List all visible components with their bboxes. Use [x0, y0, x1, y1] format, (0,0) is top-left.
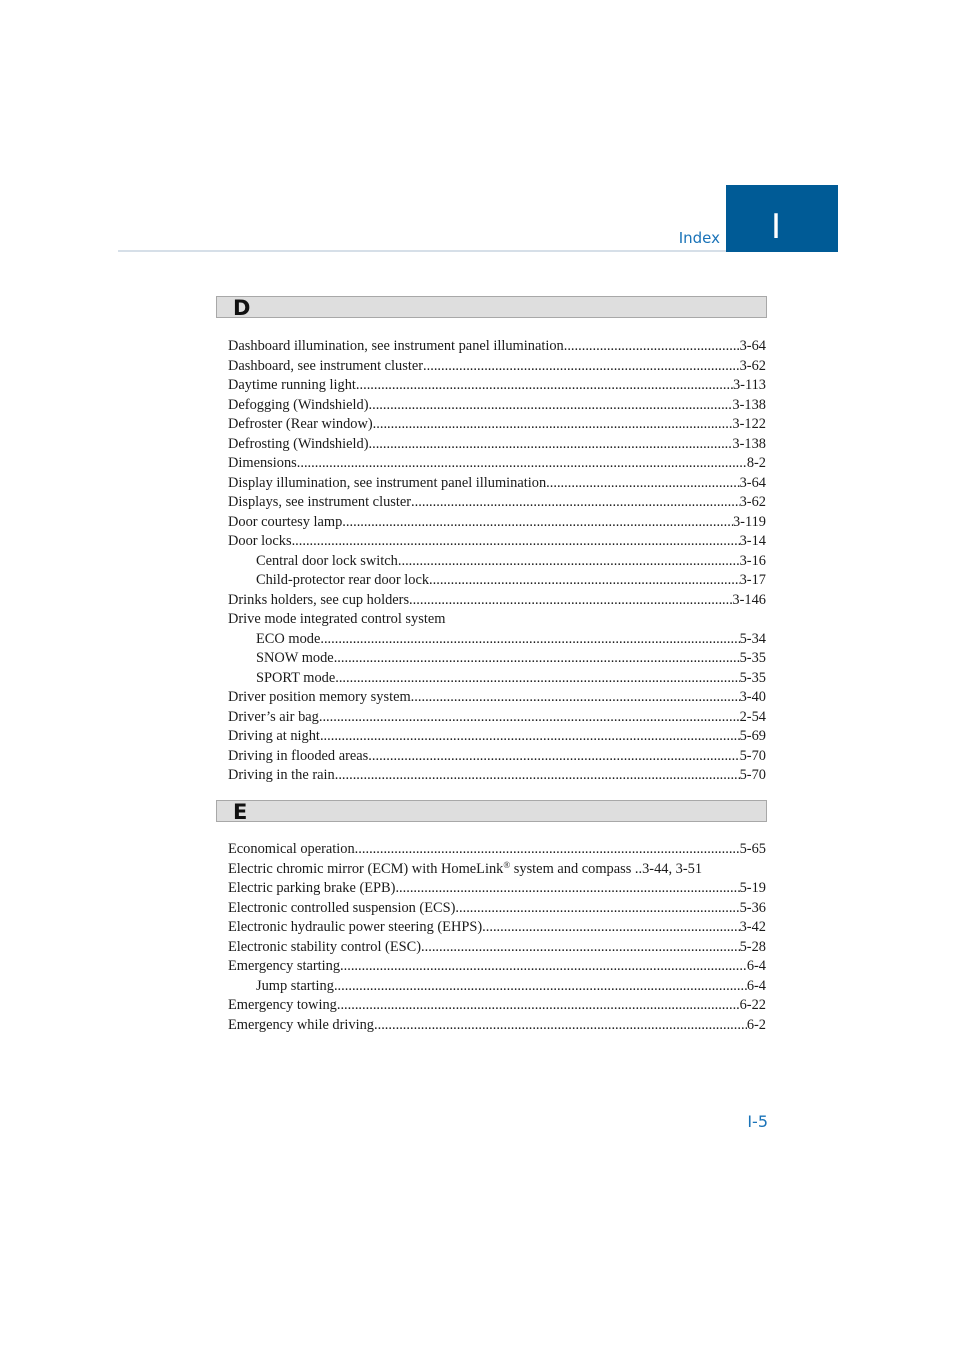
entry-term-text: Dashboard illumination, see instrument panel illumination — [228, 338, 564, 354]
entry-page-ref: 3-16 — [739, 552, 766, 569]
entry-page-ref: 3-40 — [739, 689, 766, 705]
section-header-e — [216, 800, 767, 822]
entry-page-ref: 6-2 — [746, 1016, 766, 1033]
entry-term-text: Display illumination, see instrument panel illumination — [228, 474, 547, 491]
entry-term-text: Dimensions — [228, 455, 297, 471]
index-entry — [228, 337, 766, 357]
entry-page-ref: 6-22 — [739, 997, 766, 1013]
index-entry — [228, 376, 766, 396]
index-entry — [228, 918, 766, 938]
dot-leader — [356, 376, 733, 396]
index-entry — [228, 688, 766, 708]
index-entry — [228, 357, 766, 377]
section-label: Index — [678, 229, 720, 247]
entry-page-ref: 5-69 — [739, 728, 766, 744]
dot-leader — [369, 435, 733, 455]
entry-term — [228, 454, 297, 474]
chapter-tab-letter: I — [770, 207, 782, 247]
entry-page-ref: 3-138 — [732, 435, 766, 452]
index-subentry — [228, 649, 766, 669]
entry-term-text: Driver’s air bag — [228, 708, 319, 725]
dot-leader — [355, 840, 740, 860]
index-entry — [228, 708, 766, 728]
section-letter: D — [233, 296, 251, 320]
entry-term-text: Emergency while driving — [228, 1016, 375, 1033]
entry-term-text: Door locks — [228, 533, 292, 549]
entry-page-ref: 5-28 — [739, 938, 766, 955]
index-entry — [228, 396, 766, 416]
entry-page-ref: 3-62 — [739, 357, 766, 374]
entry-term-text: Child-protector rear door lock — [256, 572, 430, 588]
dot-leader — [337, 996, 740, 1016]
dot-leader — [421, 938, 740, 958]
entry-page-ref: 5-70 — [739, 747, 766, 764]
entry-page-ref: 3-62 — [739, 494, 766, 510]
dot-leader — [368, 747, 739, 767]
dot-leader — [409, 591, 732, 611]
index-entry — [228, 879, 766, 899]
index-entry — [228, 493, 766, 513]
dot-leader — [423, 357, 740, 377]
entry-term-text: Electric chromic mirror (ECM) with HomeLink — [228, 860, 504, 877]
entry-term-text: Defrosting (Windshield) — [228, 435, 369, 452]
dot-leader — [395, 879, 739, 899]
entry-page-ref: 2-54 — [739, 708, 766, 725]
entry-page-ref: 3-17 — [739, 572, 766, 588]
index-subentry — [228, 571, 766, 591]
entry-term — [228, 610, 445, 630]
entry-term-text: SPORT mode — [256, 669, 336, 686]
entry-term — [256, 552, 398, 572]
entry-term-text: Defroster (Rear window) — [228, 416, 373, 432]
entry-page-ref: 6-4 — [746, 977, 766, 994]
entry-term — [256, 669, 335, 689]
dot-leader — [411, 688, 740, 708]
entry-term — [256, 649, 334, 669]
entry-term-text: Driving in flooded areas — [228, 747, 369, 764]
entry-term-text: Displays, see instrument cluster — [228, 494, 412, 510]
entry-page-ref: 5-35 — [739, 650, 766, 666]
index-entry — [228, 435, 766, 455]
entry-term-text: Emergency towing — [228, 997, 337, 1013]
section-letter: E — [233, 800, 248, 824]
dot-leader — [455, 899, 739, 919]
entry-term-text: Electronic stability control (ESC) — [228, 938, 422, 955]
index-entry — [228, 840, 766, 860]
entry-page-ref: 3-138 — [732, 396, 766, 413]
entry-term-text: Drive mode integrated control system — [228, 611, 446, 627]
index-list-e — [228, 840, 766, 1035]
index-entry — [228, 454, 766, 474]
entry-page-ref: 5-70 — [739, 767, 766, 783]
entry-term — [228, 766, 335, 786]
dot-leader — [342, 513, 733, 533]
section-header-d — [216, 296, 767, 318]
index-entry — [228, 727, 766, 747]
dot-leader — [320, 727, 740, 747]
entry-term — [228, 918, 482, 938]
entry-term-text: Jump starting — [256, 977, 334, 994]
entry-term-text: Defogging (Windshield) — [228, 396, 369, 413]
page-number: I-5 — [747, 1112, 768, 1131]
entry-page-ref: 3-146 — [732, 591, 766, 608]
entry-page-ref: 3-122 — [732, 416, 766, 432]
index-subentry — [228, 630, 766, 650]
dot-leader — [373, 415, 733, 435]
registered-mark: ® — [503, 859, 511, 870]
entry-term — [228, 415, 373, 435]
entry-term — [228, 727, 320, 747]
entry-term-text: Dashboard, see instrument cluster — [228, 357, 424, 374]
entry-page-ref: 6-4 — [746, 958, 766, 974]
entry-term — [228, 747, 368, 767]
index-entry — [228, 938, 766, 958]
entry-term-text: Driver position memory system — [228, 689, 411, 705]
entry-page-ref: 3-44, 3-51 — [642, 860, 703, 877]
entry-term — [228, 899, 455, 919]
dot-leader — [320, 630, 739, 650]
index-entry — [228, 513, 766, 533]
entry-term — [228, 376, 356, 396]
entry-term — [228, 396, 369, 416]
entry-term-text: Economical operation — [228, 841, 355, 857]
entry-term — [228, 688, 411, 708]
entry-term-text: Driving in the rain — [228, 767, 335, 783]
entry-term — [228, 357, 423, 377]
index-entry — [228, 899, 766, 919]
entry-page-ref: 5-65 — [739, 841, 766, 857]
dot-leader — [564, 337, 740, 357]
index-entry — [228, 1016, 766, 1036]
entry-term — [228, 591, 409, 611]
entry-page-ref: 3-14 — [739, 533, 766, 549]
entry-term — [228, 532, 292, 552]
entry-term — [256, 571, 429, 591]
entry-page-ref: 3-113 — [732, 377, 766, 393]
entry-page-ref: 3-64 — [739, 474, 766, 491]
entry-term-text: Daytime running light — [228, 377, 356, 393]
entry-term-text: Electronic hydraulic power steering (EHPS) — [228, 919, 483, 935]
dot-leader — [335, 669, 739, 689]
entry-page-ref: 5-35 — [739, 669, 766, 686]
dot-leader — [398, 552, 740, 572]
entry-term-text: ECO mode — [256, 630, 321, 647]
entry-term — [228, 493, 411, 513]
dot-leader — [482, 918, 739, 938]
entry-page-ref: 3-119 — [732, 513, 766, 530]
index-entry — [228, 996, 766, 1016]
entry-term — [228, 957, 340, 977]
dot-leader — [334, 977, 747, 997]
index-entry — [228, 532, 766, 552]
entry-term-text: Door courtesy lamp — [228, 513, 343, 530]
entry-page-ref: 8-2 — [746, 455, 766, 471]
dot-leader — [374, 1016, 747, 1036]
index-list-d — [228, 337, 766, 786]
entry-term — [228, 879, 395, 899]
dot-leader — [292, 532, 740, 552]
dot-leader — [340, 957, 747, 977]
index-entry — [228, 766, 766, 786]
index-entry — [228, 591, 766, 611]
index-entry — [228, 747, 766, 767]
dot-leader — [297, 454, 747, 474]
index-subentry — [228, 977, 766, 997]
dot-leader — [369, 396, 733, 416]
entry-term-text: Emergency starting — [228, 958, 341, 974]
index-subentry — [228, 552, 766, 572]
entry-page-ref: 5-36 — [739, 899, 766, 916]
entry-term-text: Drinks holders, see cup holders — [228, 591, 410, 608]
entry-term-text: Electric parking brake (EPB) — [228, 880, 396, 896]
entry-term — [228, 474, 546, 494]
entry-term — [228, 1016, 374, 1036]
dot-leader — [429, 571, 740, 591]
entry-term — [228, 996, 337, 1016]
entry-term — [228, 860, 642, 880]
entry-page-ref: 3-64 — [739, 338, 766, 354]
dot-leader — [319, 708, 740, 728]
dot-leader — [546, 474, 739, 494]
index-entry — [228, 474, 766, 494]
entry-term-text: Driving at night — [228, 728, 320, 744]
dot-leader — [335, 766, 740, 786]
entry-term — [228, 708, 319, 728]
entry-page-ref: 5-34 — [739, 630, 766, 647]
index-subentry — [228, 669, 766, 689]
entry-term-text: Electronic controlled suspension (ECS) — [228, 899, 456, 916]
entry-term — [256, 977, 334, 997]
header-rule — [118, 250, 726, 252]
entry-term — [256, 630, 320, 650]
entry-page-ref: 3-42 — [739, 919, 766, 935]
entry-term — [228, 938, 421, 958]
index-entry — [228, 860, 766, 880]
entry-term-text: Central door lock switch — [256, 552, 398, 569]
entry-term — [228, 337, 564, 357]
index-entry — [228, 610, 766, 630]
entry-term — [228, 840, 355, 860]
entry-page-ref: 5-19 — [739, 880, 766, 896]
entry-term-text: SNOW mode — [256, 650, 334, 666]
entry-term — [228, 513, 342, 533]
dot-leader — [411, 493, 740, 513]
entry-term — [228, 435, 369, 455]
dot-leader — [334, 649, 740, 669]
index-entry — [228, 957, 766, 977]
entry-term-continued: system and compass .. — [510, 860, 643, 877]
index-entry — [228, 415, 766, 435]
